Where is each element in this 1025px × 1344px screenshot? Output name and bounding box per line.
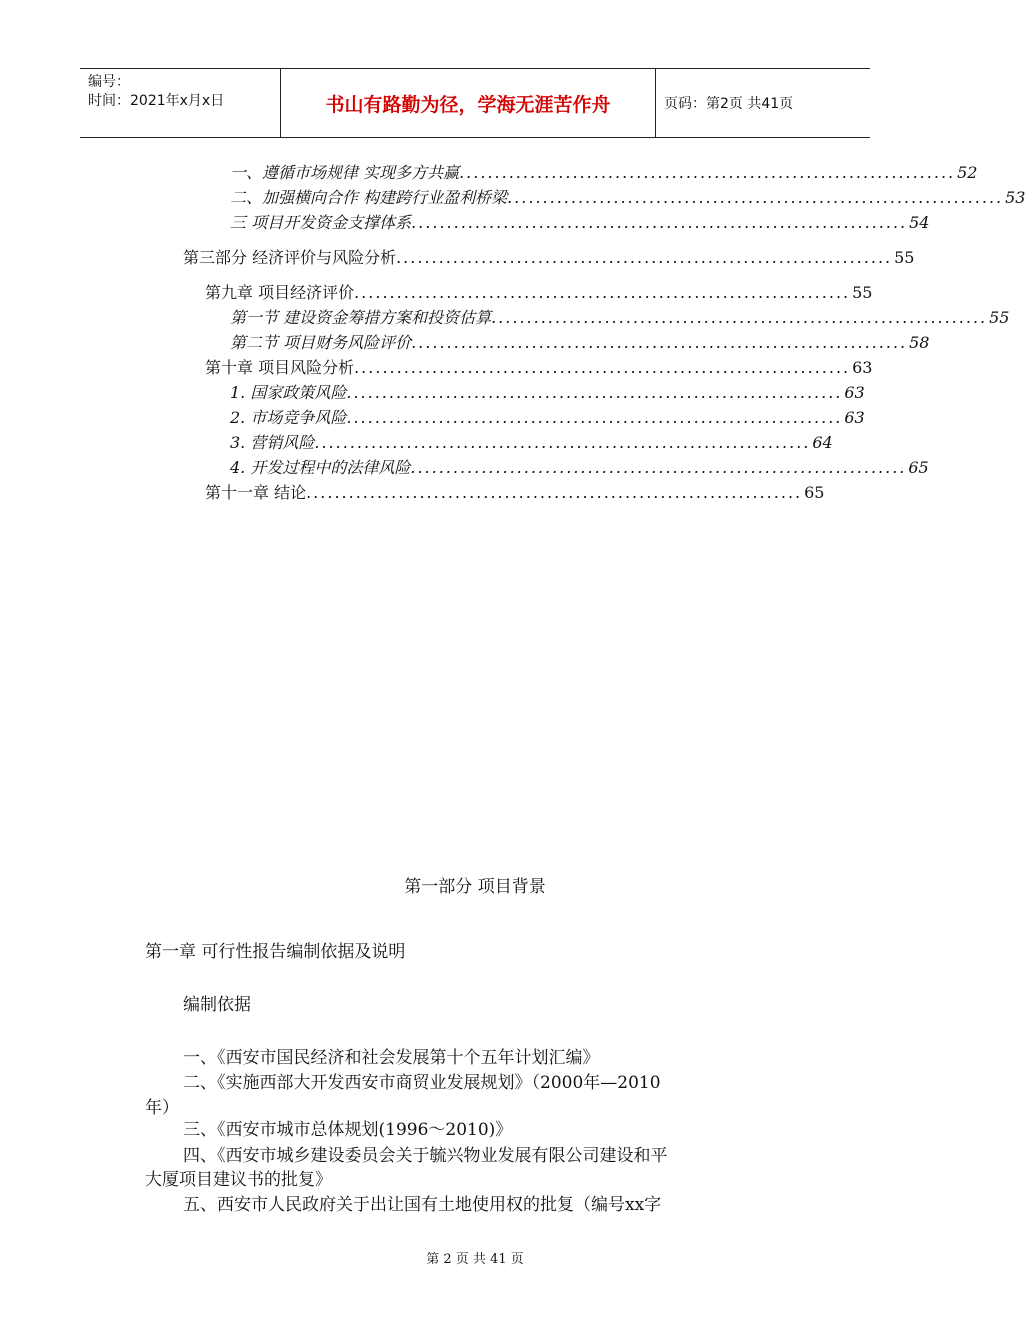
toc-entry-page: 52: [957, 163, 978, 182]
basis-item: 一、《西安市国民经济和社会发展第十个五年计划汇编》: [183, 1048, 600, 1068]
toc-entry: [230, 210, 930, 233]
toc-entry: [230, 455, 929, 478]
toc-entry: [230, 160, 978, 183]
page-header: [80, 68, 870, 138]
toc-entry-title: 第九章 项目经济评价: [205, 283, 355, 302]
toc-entry-page: 55: [894, 248, 915, 267]
header-page-code: 页码：第2页 共41页: [664, 96, 794, 112]
basis-item-continuation: 大厦项目建议书的批复》: [145, 1170, 332, 1190]
toc-entry-title: 一、遵循市场规律 实现多方共赢: [230, 163, 460, 182]
toc-entry: [230, 305, 1010, 328]
toc-leader-dots: ......................................................................: [346, 383, 843, 402]
toc-entry-title: 第二节 项目财务风险评价: [230, 333, 412, 352]
toc-entry-page: 65: [908, 458, 929, 477]
basis-item: 五、西安市人民政府关于出让国有土地使用权的批复（编号xx字: [183, 1195, 662, 1215]
header-meta: [80, 69, 280, 137]
section-title: 编制依据: [183, 995, 251, 1015]
toc-entry-title: 第三部分 经济评价与风险分析: [183, 248, 397, 267]
toc-entry-page: 64: [812, 433, 833, 452]
chapter-title: 第一章 可行性报告编制依据及说明: [145, 942, 406, 962]
toc-leader-dots: ......................................................................: [491, 308, 988, 327]
toc-entry: [230, 405, 865, 428]
toc-entry-title: 3. 营销风险: [230, 433, 315, 452]
document-number-label: 编号：: [88, 74, 130, 90]
toc-entry: [230, 380, 865, 403]
toc-entry-title: 第一节 建设资金筹措方案和投资估算: [230, 308, 492, 327]
toc-entry-page: 63: [852, 358, 873, 377]
toc-leader-dots: ......................................................................: [346, 408, 843, 427]
toc-entry-page: 55: [852, 283, 873, 302]
toc-entry-page: 63: [844, 383, 865, 402]
toc-entry-title: 二、加强横向合作 构建跨行业盈利桥梁: [230, 188, 508, 207]
toc-entry: [205, 280, 873, 303]
basis-item: 二、《实施西部大开发西安市商贸业发展规划》（2000年—2010: [183, 1073, 661, 1093]
toc-leader-dots: ......................................................................: [354, 283, 851, 302]
header-motto: 书山有路勤为径，学海无涯苦作舟: [280, 69, 656, 137]
basis-item: 四、《西安市城乡建设委员会关于毓兴物业发展有限公司建设和平: [183, 1146, 668, 1166]
toc-entry-title: 三 项目开发资金支撑体系: [230, 213, 412, 232]
toc-entry-title: 第十章 项目风险分析: [205, 358, 355, 377]
toc-entry: [183, 245, 915, 268]
toc-entry: [205, 480, 825, 503]
toc-leader-dots: ......................................................................: [396, 248, 893, 267]
toc-leader-dots: ......................................................................: [459, 163, 956, 182]
toc-entry: [230, 185, 1025, 208]
toc-leader-dots: ......................................................................: [314, 433, 811, 452]
toc-entry-title: 4. 开发过程中的法律风险: [230, 458, 411, 477]
toc-entry-page: 55: [989, 308, 1010, 327]
toc-leader-dots: ......................................................................: [507, 188, 1004, 207]
toc-entry-page: 65: [804, 483, 825, 502]
toc-entry-title: 1. 国家政策风险: [230, 383, 347, 402]
toc-entry-page: 58: [909, 333, 930, 352]
part-title: 第一部分 项目背景: [404, 877, 546, 897]
toc-leader-dots: ......................................................................: [411, 213, 908, 232]
basis-item: 三、《西安市城市总体规划(1996～2010)》: [183, 1120, 513, 1140]
toc-leader-dots: ......................................................................: [410, 458, 907, 477]
toc-leader-dots: ......................................................................: [411, 333, 908, 352]
toc-entry: [205, 355, 873, 378]
basis-item-continuation: 年）: [145, 1098, 179, 1118]
toc-entry-title: 2. 市场竞争风险: [230, 408, 347, 427]
toc-entry: [230, 430, 833, 453]
toc-entry-page: 53: [1005, 188, 1025, 207]
toc-entry-title: 第十一章 结论: [205, 483, 307, 502]
toc-entry-page: 63: [844, 408, 865, 427]
toc-entry-page: 54: [909, 213, 930, 232]
toc-leader-dots: ......................................................................: [354, 358, 851, 377]
document-date: 时间：2021年x月x日: [88, 93, 225, 109]
toc-leader-dots: ......................................................................: [306, 483, 803, 502]
page-footer: 第 2 页 共 41 页: [426, 1252, 524, 1267]
toc-entry: [230, 330, 930, 353]
